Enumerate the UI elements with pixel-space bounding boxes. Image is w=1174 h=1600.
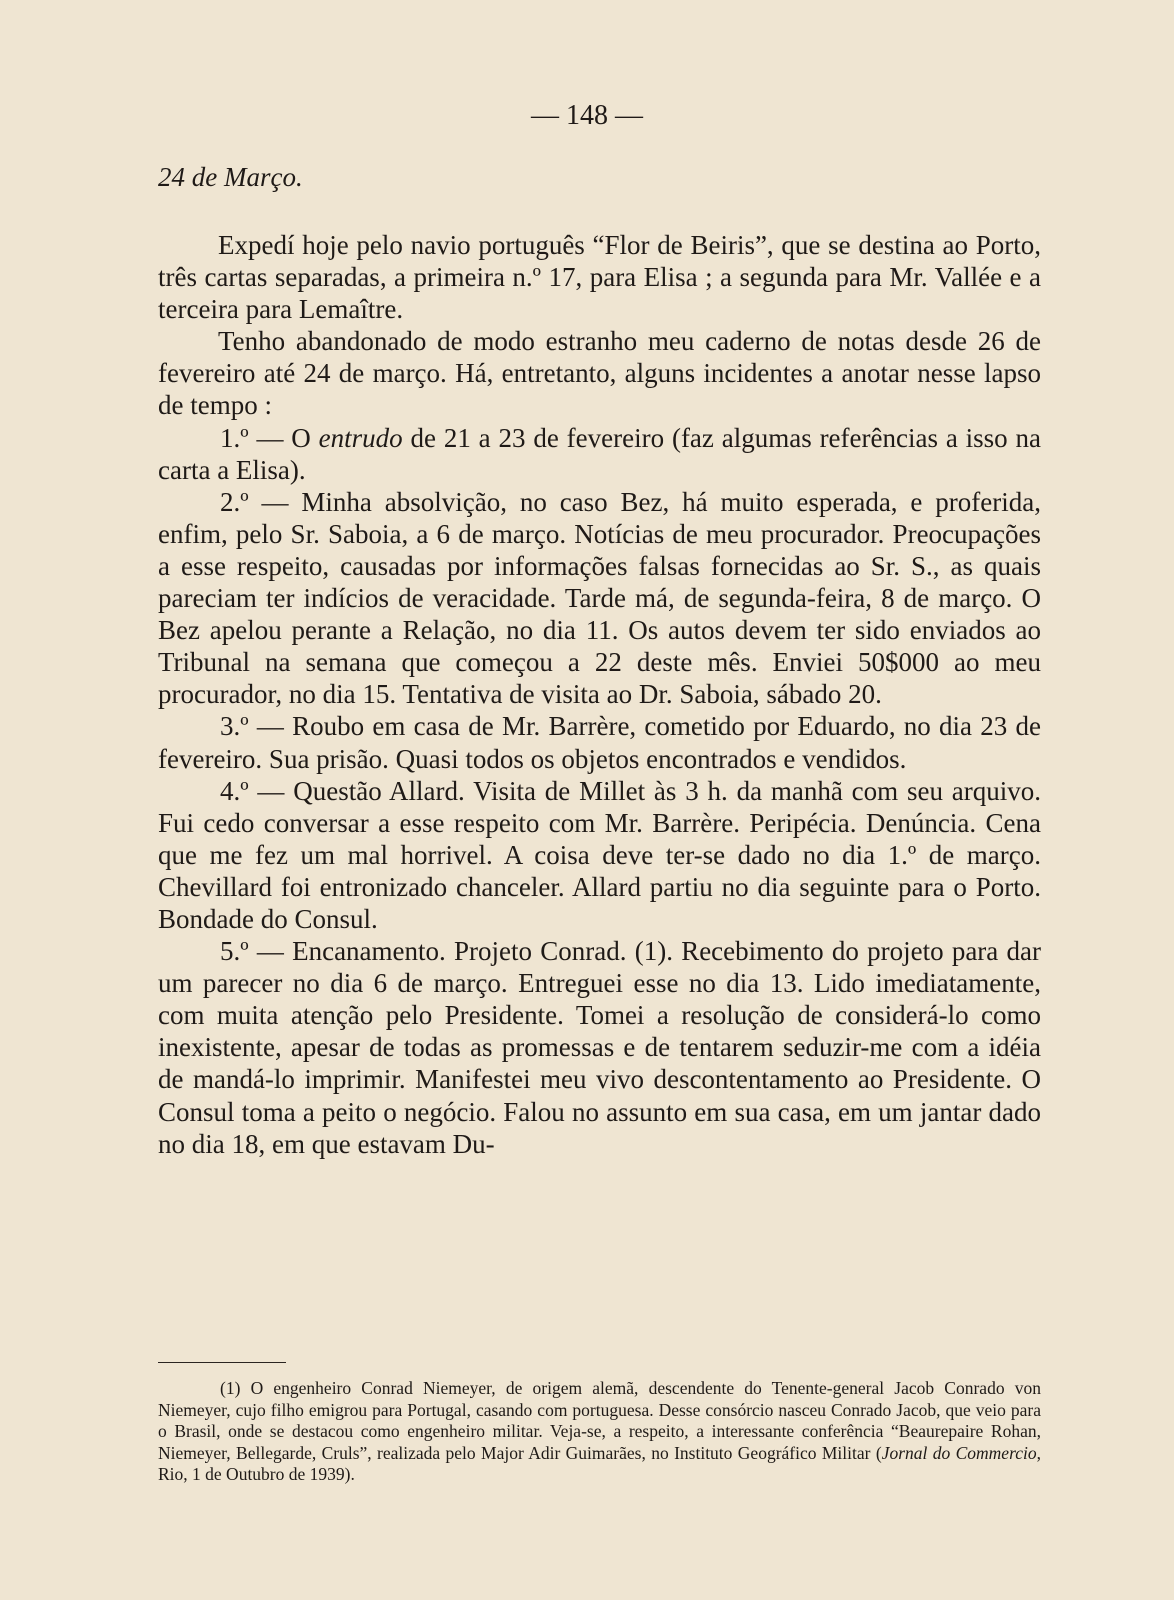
list-item-1-rest: de 21 a 23 de fevereiro (faz algumas referências a isso na carta a Elisa).	[158, 422, 1041, 485]
footnote-suffix: , Rio, 1 de Outubro de 1939).	[158, 1442, 1041, 1484]
list-item-1-prefix: 1.º — O	[220, 422, 319, 453]
date-heading: 24 de Março.	[158, 162, 303, 192]
list-item-1-italic: entrudo	[318, 422, 403, 453]
paragraph-1: Expedí hoje pelo navio português “Flor de Beiris”, que se destina ao Porto, três cartas separadas, a primeira n.º 17, para Elisa ; a segunda para Mr. Vallée e a terceira para Lemaître.	[158, 230, 1041, 325]
body-text	[158, 229, 1041, 1160]
list-item-2: 2.º — Minha absolvição, no caso Bez, há muito esperada, e proferida, enfim, pelo Sr. Saboia, a 6 de março. Notícias de meu procurador. Preocupações a esse respeito, causadas por informações falsas fornecidas ao Sr. S., as quais pareciam ter indícios de veracidade. Tarde má, de segunda-feira, 8 de março. O Bez apelou perante a Relação, no dia 11. Os autos devem ter sido enviados ao Tribunal na semana que começou a 22 deste mês. Enviei 50$000 ao meu procurador, no dia 15. Tentativa de visita ao Dr. Saboia, sábado 20.	[158, 486, 1041, 710]
list-item-3: 3.º — Roubo em casa de Mr. Barrère, cometido por Eduardo, no dia 23 de fevereiro. Sua prisão. Quasi todos os objetos encontrados e vendidos.	[158, 711, 1041, 774]
footnote-text: (1) O engenheiro Conrad Niemeyer, de origem alemã, descendente do Tenente-general Jacob Conrado von Niemeyer, cujo filho emigrou para Portugal, casando com portuguesa. Desse consórcio nasceu Conrado Jacob, que veio para o Brasil, onde se destacou como engenheiro militar. Veja-se, a respeito, a interessante conferência “Beaurepaire Rohan, Niemeyer, Bellegarde, Cruls”, realizada pelo Major Adir Guimarães, no Instituto Geográfico Militar (	[158, 1378, 1041, 1463]
paragraph-2: Tenho abandonado de modo estranho meu caderno de notas desde 26 de fevereiro até 24 de março. Há, entretanto, alguns incidentes a anotar nesse lapso de tempo :	[158, 326, 1041, 421]
list-item-1	[158, 422, 1041, 486]
footnote-divider	[158, 1362, 286, 1363]
footnote-italic: Jornal do Commercio	[881, 1442, 1037, 1463]
page-number: — 148 —	[531, 100, 643, 131]
list-item-4: 4.º — Questão Allard. Visita de Millet às 3 h. da manhã com seu arquivo. Fui cedo conversar a esse respeito com Mr. Barrère. Peripécia. Denúncia. Cena que me fez um mal horrivel. A coisa deve ter-se dado no dia 1.º de março. Chevillard foi entronizado chanceler. Allard partiu no dia seguinte para o Porto. Bondade do Consul.	[158, 775, 1041, 934]
list-item-5: 5.º — Encanamento. Projeto Conrad. (1). Recebimento do projeto para dar um parecer no dia 6 de março. Entreguei esse no dia 13. Lido imediatamente, com muita atenção pelo Presidente. Tomei a resolução de considerá-lo como inexistente, apesar de todas as promessas e de tentarem seduzir-me com a idéia de mandá-lo imprimir. Manifestei meu vivo descontentamento ao Presidente. O Consul toma a peito o negócio. Falou no assunto em sua casa, em um jantar dado no dia 18, em que estavam Du-	[158, 936, 1041, 1159]
footnote	[158, 1378, 1041, 1486]
